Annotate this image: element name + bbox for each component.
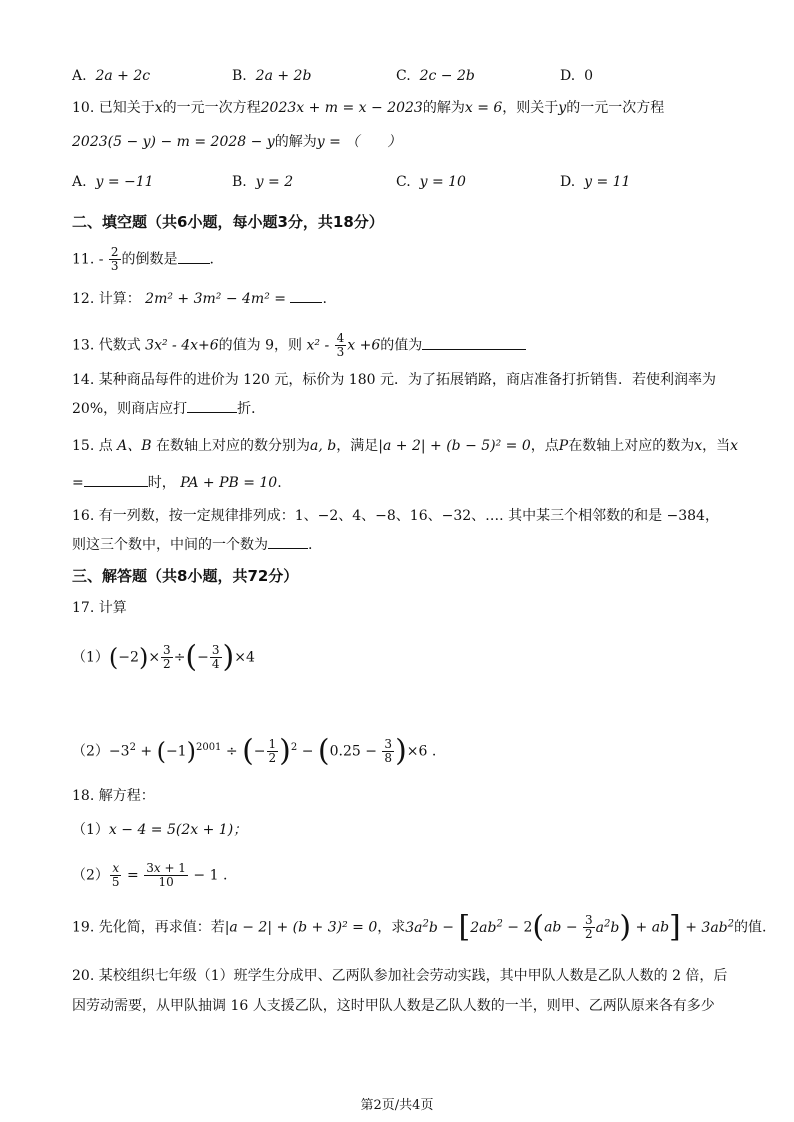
q10-option-d: D. y = 11 <box>560 174 631 190</box>
q10-line1: 10. 已知关于x的一元一次方程2023x + m = x − 2023的解为x = 6，则关于y的一元一次方程 <box>72 100 665 116</box>
q18-part1: （1）x − 4 = 5(2x + 1)； <box>72 822 248 838</box>
q16-line2: 则这三个数中，中间的一个数为 . <box>72 534 312 555</box>
q9-option-c: C. 2c − 2b <box>396 68 475 84</box>
q9-option-a: A. 2a + 2c <box>72 68 151 84</box>
q10-line2: 2023(5 − y) − m = 2028 − y的解为y = （ ） <box>72 134 402 150</box>
q11-blank <box>178 249 210 264</box>
q16-blank <box>268 534 308 549</box>
q14-blank <box>187 398 237 413</box>
q11: 11. - $\frac{2}{3}$ 的倒数是 . <box>72 245 214 273</box>
page-footer: 第2页/共4页 <box>360 1098 434 1113</box>
q15-blank <box>84 472 148 487</box>
q17-part2: $(2)-3^2 + (-1)^{2001}$ ÷ (− $\frac{1}{2}$ )$^2$ − (0.25 − $\frac{3}{8}$ )×6 . <box>72 733 437 769</box>
q14-line2: 20%，则商店应打 折． <box>72 398 265 419</box>
q19: 19. 先化简，再求值：若|a − 2| + (b + 3)² = 0，求$3a^2b - [2ab^2 - 2(ab$ − $\frac{3}{2}$ $a^2b) + ab] + 3ab^2$的值. <box>72 909 767 945</box>
q13-fraction: $\frac{4}{3}$ <box>336 331 345 359</box>
q18-title: 18. 解方程： <box>72 788 155 804</box>
section-2-title: 二、填空题（共6小题，每小题3分，共18分） <box>72 213 384 231</box>
q10-option-c: C. y = 10 <box>396 174 466 190</box>
q11-fraction: $\frac{2}{3}$ <box>110 245 119 273</box>
q20-line1: 20. 某校组织七年级（1）班学生分成甲、乙两队参加社会劳动实践，其中甲队人数是乙队人数的 2 倍，后 <box>72 968 728 984</box>
q13: 13. 代数式 3x² - 4x+6的值为 9，则 x² - $\frac{4}{3}$ x +6的值为 <box>72 332 526 359</box>
q12: 12. 计算： 2m² + 3m² − 4m² = . <box>72 288 327 309</box>
q17-part1: （1）(−2)× $\frac{3}{2}$ ÷(− $\frac{3}{4}$ )×4 <box>72 639 255 675</box>
q15-line2: = 时， PA + PB = 10. <box>72 472 282 493</box>
q17-title: 17. 计算 <box>72 600 127 616</box>
q12-blank <box>290 288 322 303</box>
q14-line1: 14. 某种商品每件的进价为 120 元，标价为 180 元．为了拓展销路，商店准备打折销售．若使利润率为 <box>72 372 716 388</box>
q16-line1: 16. 有一列数，按一定规律排列成：1、−2、4、−8、16、−32、…. 其中某三个相邻数的和是 −384， <box>72 508 719 524</box>
q9-option-b: B. 2a + 2b <box>232 68 312 84</box>
q10-option-a: A. y = −11 <box>72 174 154 190</box>
q20-line2: 因劳动需要，从甲队抽调 16 人支援乙队，这时甲队人数是乙队人数的一半，则甲、乙两队原来各有多少 <box>72 998 715 1014</box>
q9-option-d: D. 0 <box>560 68 594 84</box>
q10-option-b: B. y = 2 <box>232 174 294 190</box>
q15-line1: 15. 点 A、B 在数轴上对应的数分别为a, b，满足|a + 2| + (b − 5)² = 0，点P在数轴上对应的数为x，当x <box>72 438 739 454</box>
q18-part2: （2） $\frac{x}{5}$ = $\frac{3x + 1}{10}$ − 1 . <box>72 861 228 889</box>
section-3-title: 三、解答题（共8小题，共72分） <box>72 567 299 585</box>
q13-blank <box>422 335 526 350</box>
